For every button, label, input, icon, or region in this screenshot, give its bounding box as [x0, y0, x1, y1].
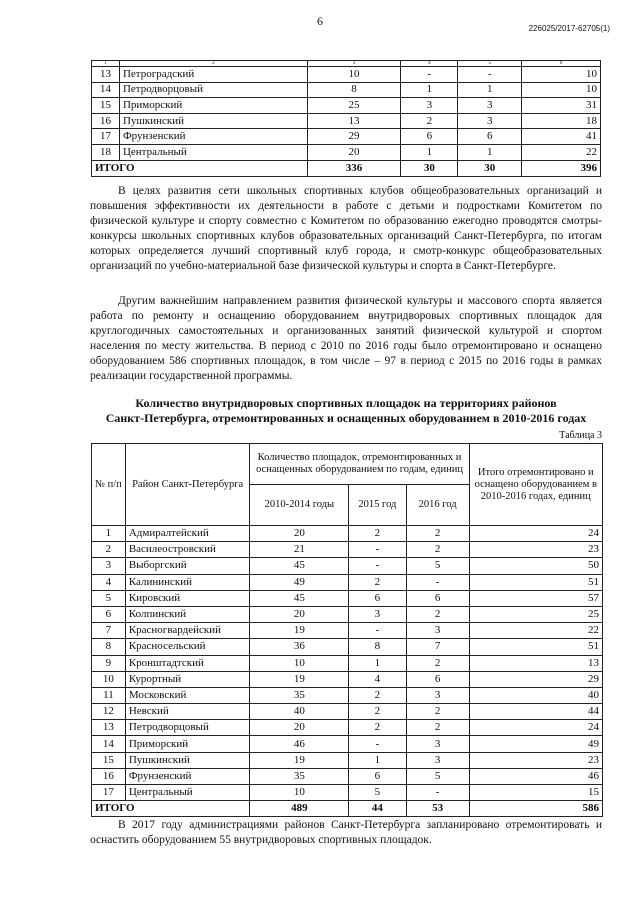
total-2010-2014: 489	[250, 801, 349, 817]
row-value-2016: 3	[406, 736, 469, 752]
row-district: Московский	[125, 687, 250, 703]
sports-grounds-table	[91, 443, 603, 817]
row-value-2010-2014: 36	[250, 639, 349, 655]
row-value-2010-2014: 19	[250, 671, 349, 687]
table-row	[92, 623, 603, 639]
row-value-2010-2014: 10	[250, 655, 349, 671]
row-number: 14	[92, 736, 126, 752]
row-number: 12	[92, 704, 126, 720]
row-value-2016: -	[458, 67, 522, 83]
row-number: 2	[92, 542, 126, 558]
row-number: 13	[92, 67, 120, 83]
row-value-2010-2014: 35	[250, 768, 349, 784]
row-district: Красносельский	[125, 639, 250, 655]
row-value-2015: 5	[349, 785, 406, 801]
table-row	[92, 736, 603, 752]
table-row	[92, 574, 603, 590]
row-district: Пушкинский	[125, 752, 250, 768]
row-value-2015: 2	[349, 687, 406, 703]
row-value-2015: 1	[349, 752, 406, 768]
row-total: 25	[469, 606, 602, 622]
row-total: 22	[522, 144, 601, 160]
row-value-2015: 1	[349, 655, 406, 671]
table-row	[92, 752, 603, 768]
column-number: 5	[458, 61, 522, 67]
row-district: Центральный	[119, 144, 307, 160]
row-value-2015: 8	[349, 639, 406, 655]
row-value-2015: 1	[401, 82, 458, 98]
row-value-2010-2014: 20	[250, 720, 349, 736]
table3-title-line2: Санкт-Петербурга, отремонтированных и оснащенных оборудованием в 2010-2016 годах	[105, 411, 587, 425]
row-value-2015: 6	[401, 129, 458, 145]
row-value-2010-2014: 19	[250, 752, 349, 768]
row-value-2016: 3	[406, 623, 469, 639]
table-row	[92, 113, 601, 129]
row-total: 40	[469, 687, 602, 703]
row-number: 1	[92, 526, 126, 542]
row-value-2010-2014: 8	[307, 82, 401, 98]
row-district: Адмиралтейский	[125, 526, 250, 542]
row-number: 17	[92, 129, 120, 145]
row-value-2015: 6	[349, 590, 406, 606]
row-value-2015: 3	[349, 606, 406, 622]
row-number: 14	[92, 82, 120, 98]
header-years-group: Количество площадок, отремонтированных и оснащенных оборудованием по годам, единиц	[250, 444, 469, 485]
row-value-2015: 2	[349, 574, 406, 590]
row-value-2010-2014: 45	[250, 558, 349, 574]
table-row	[92, 129, 601, 145]
column-number: 1	[92, 61, 120, 67]
row-total: 23	[469, 542, 602, 558]
row-total: 31	[522, 98, 601, 114]
row-number: 15	[92, 98, 120, 114]
row-value-2010-2014: 46	[250, 736, 349, 752]
row-value-2010-2014: 35	[250, 687, 349, 703]
page-number: 6	[317, 14, 323, 28]
column-number: 2	[119, 61, 307, 67]
row-district: Красногвардейский	[125, 623, 250, 639]
row-total: 18	[522, 113, 601, 129]
row-district: Василеостровский	[125, 542, 250, 558]
row-number: 5	[92, 590, 126, 606]
total-label: ИТОГО	[92, 160, 308, 176]
total-sum: 396	[522, 160, 601, 176]
table-row	[92, 590, 603, 606]
row-value-2016: 2	[406, 542, 469, 558]
table-row	[92, 720, 603, 736]
districts-table-continued	[91, 60, 601, 177]
row-value-2016: 2	[406, 704, 469, 720]
row-value-2015: 2	[349, 720, 406, 736]
row-total: 46	[469, 768, 602, 784]
row-district: Приморский	[119, 98, 307, 114]
total-sum: 586	[469, 801, 602, 817]
row-number: 7	[92, 623, 126, 639]
row-total: 57	[469, 590, 602, 606]
row-value-2016: 2	[406, 720, 469, 736]
row-number: 17	[92, 785, 126, 801]
table-row	[92, 144, 601, 160]
row-number: 9	[92, 655, 126, 671]
row-district: Колпинский	[125, 606, 250, 622]
row-district: Петродворцовый	[125, 720, 250, 736]
row-district: Приморский	[125, 736, 250, 752]
row-value-2015: 2	[349, 526, 406, 542]
row-district: Курортный	[125, 671, 250, 687]
total-2010-2014: 336	[307, 160, 401, 176]
row-value-2015: 3	[401, 98, 458, 114]
row-district: Выборгский	[125, 558, 250, 574]
row-district: Фрунзенский	[119, 129, 307, 145]
row-value-2016: 3	[458, 113, 522, 129]
header-total: Итого отремонтировано и оснащено оборудованием в 2010-2016 годах, единиц	[469, 444, 602, 526]
row-number: 8	[92, 639, 126, 655]
header-2015: 2015 год	[349, 485, 406, 526]
row-value-2010-2014: 21	[250, 542, 349, 558]
row-number: 6	[92, 606, 126, 622]
table-row	[92, 687, 603, 703]
row-value-2016: 5	[406, 558, 469, 574]
row-value-2016: 3	[458, 98, 522, 114]
header-2010-2014: 2010-2014 годы	[250, 485, 349, 526]
total-label: ИТОГО	[92, 801, 250, 817]
total-2016: 30	[458, 160, 522, 176]
row-district: Центральный	[125, 785, 250, 801]
row-number: 15	[92, 752, 126, 768]
row-value-2015: 1	[401, 144, 458, 160]
row-total: 51	[469, 574, 602, 590]
total-2015: 44	[349, 801, 406, 817]
paragraph-plan-2017: В 2017 году администрациями районов Санкт-Петербурга запланировано отремонтировать и оснастить оборудованием 55 внутридворовых спортивных площадок.	[90, 819, 602, 846]
row-value-2016: 3	[406, 752, 469, 768]
row-value-2015: 6	[349, 768, 406, 784]
table-total-row	[92, 160, 601, 176]
row-number: 16	[92, 113, 120, 129]
row-number: 3	[92, 558, 126, 574]
header-number: № п/п	[92, 444, 126, 526]
row-value-2015: -	[401, 67, 458, 83]
row-total: 24	[469, 526, 602, 542]
table-row	[92, 606, 603, 622]
row-value-2010-2014: 13	[307, 113, 401, 129]
row-number: 4	[92, 574, 126, 590]
row-value-2010-2014: 45	[250, 590, 349, 606]
row-value-2016: 2	[406, 606, 469, 622]
row-total: 23	[469, 752, 602, 768]
row-value-2010-2014: 19	[250, 623, 349, 639]
row-number: 18	[92, 144, 120, 160]
table-row	[92, 785, 603, 801]
row-value-2016: 5	[406, 768, 469, 784]
row-district: Калининский	[125, 574, 250, 590]
header-2016: 2016 год	[406, 485, 469, 526]
row-district: Фрунзенский	[125, 768, 250, 784]
row-value-2010-2014: 10	[307, 67, 401, 83]
row-value-2015: -	[349, 736, 406, 752]
row-value-2015: 4	[349, 671, 406, 687]
row-value-2010-2014: 10	[250, 785, 349, 801]
paragraph-school-clubs: В целях развития сети школьных спортивных клубов общеобразовательных организаций и повышения эффективности их деятельности в работе с детьми и подростками Комитетом по физической культуре и спорту совместно с Комитетом по образованию ежегодно проводятся смотры-конкурсы школьных спортивных клубов образовательных организаций Санкт-Петербурга, по итогам которых определяется лучший спортивный клуб города, и смотр-конкурс общеобразовательных организаций по учебно-материальной базе физической культуры и спорта в Санкт-Петербурге.	[90, 185, 602, 272]
row-value-2015: 2	[349, 704, 406, 720]
row-value-2016: 7	[406, 639, 469, 655]
table-total-row	[92, 801, 603, 817]
row-total: 15	[469, 785, 602, 801]
table3-title	[86, 396, 606, 426]
row-total: 51	[469, 639, 602, 655]
row-value-2016: 1	[458, 82, 522, 98]
row-value-2016: 2	[406, 655, 469, 671]
row-value-2016: -	[406, 785, 469, 801]
row-value-2015: -	[349, 623, 406, 639]
row-total: 41	[522, 129, 601, 145]
row-value-2010-2014: 49	[250, 574, 349, 590]
row-total: 24	[469, 720, 602, 736]
row-number: 11	[92, 687, 126, 703]
row-total: 29	[469, 671, 602, 687]
column-number: 6	[522, 61, 601, 67]
paragraph-sports-grounds: Другим важнейшим направлением развития физической культуры и массового спорта является работа по ремонту и оснащению оборудованием внутридворовых спортивных площадок для круглогодичных самостоятельных и организованных занятий физической культурой и спортом населения по месту жительства. В период с 2010 по 2016 годы было отремонтировано и оснащено оборудованием 586 спортивных площадок, в том числе – 97 в период с 2015 по 2016 годы в рамках реализации государственной программы.	[90, 295, 602, 382]
row-value-2010-2014: 20	[250, 606, 349, 622]
row-total: 10	[522, 82, 601, 98]
total-2016: 53	[406, 801, 469, 817]
row-number: 10	[92, 671, 126, 687]
row-value-2016: 2	[406, 526, 469, 542]
total-2015: 30	[401, 160, 458, 176]
row-value-2015: -	[349, 558, 406, 574]
row-district: Пушкинский	[119, 113, 307, 129]
row-value-2010-2014: 20	[250, 526, 349, 542]
row-number: 16	[92, 768, 126, 784]
row-value-2016: 6	[406, 590, 469, 606]
row-total: 49	[469, 736, 602, 752]
column-number: 4	[401, 61, 458, 67]
column-number: 3	[307, 61, 401, 67]
table-row	[92, 704, 603, 720]
row-total: 10	[522, 67, 601, 83]
row-district: Кронштадтский	[125, 655, 250, 671]
table-row	[92, 768, 603, 784]
row-total: 44	[469, 704, 602, 720]
row-value-2010-2014: 40	[250, 704, 349, 720]
table-row	[92, 639, 603, 655]
row-value-2016: 1	[458, 144, 522, 160]
table-row	[92, 558, 603, 574]
row-district: Кировский	[125, 590, 250, 606]
row-value-2016: -	[406, 574, 469, 590]
table-row	[92, 82, 601, 98]
table-row	[92, 98, 601, 114]
header-district: Район Санкт-Петербурга	[125, 444, 250, 526]
row-district: Невский	[125, 704, 250, 720]
table-row	[92, 67, 601, 83]
row-value-2016: 3	[406, 687, 469, 703]
row-value-2010-2014: 25	[307, 98, 401, 114]
document-id: 226025/2017-62705(1)	[528, 24, 610, 33]
row-district: Петроградский	[119, 67, 307, 83]
row-value-2016: 6	[406, 671, 469, 687]
row-value-2015: -	[349, 542, 406, 558]
table-row	[92, 671, 603, 687]
row-value-2010-2014: 29	[307, 129, 401, 145]
table-row	[92, 542, 603, 558]
row-total: 13	[469, 655, 602, 671]
row-total: 22	[469, 623, 602, 639]
row-value-2015: 2	[401, 113, 458, 129]
row-number: 13	[92, 720, 126, 736]
table-row	[92, 655, 603, 671]
row-district: Петродворцовый	[119, 82, 307, 98]
row-value-2010-2014: 20	[307, 144, 401, 160]
row-value-2016: 6	[458, 129, 522, 145]
table3-label: Таблица 3	[559, 430, 602, 441]
table-row	[92, 526, 603, 542]
row-total: 50	[469, 558, 602, 574]
table3-title-line1: Количество внутридворовых спортивных площадок на территориях районов	[135, 396, 557, 410]
